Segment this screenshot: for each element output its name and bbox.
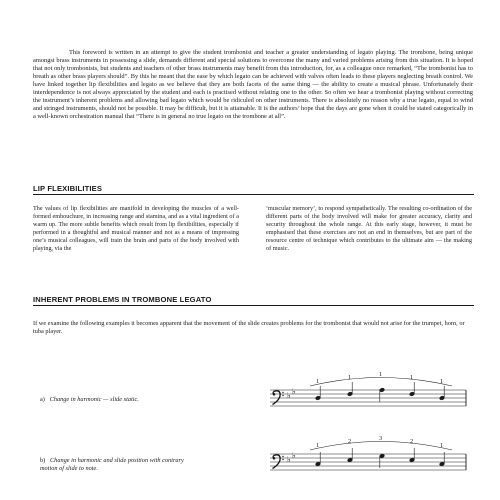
slur-icon: [310, 378, 452, 387]
example-a-text: Change in harmonic — slide static.: [49, 396, 139, 403]
svg-text:♭: ♭: [287, 391, 291, 400]
section-rule: [33, 305, 474, 306]
inherent-problems-heading: INHERENT PROBLEMS IN TROMBONE LEGATO: [33, 295, 212, 304]
slur-icon: [310, 442, 452, 451]
inherent-problems-paragraph: If we examine the following examples it becomes apparent that the movement of the slide creates problems for the trombonist that would not arise for the trumpet, horn, or tuba player.: [33, 320, 465, 336]
position-number: 1: [316, 442, 320, 449]
bass-clef-icon: [273, 391, 284, 405]
example-b-letter: b): [40, 457, 46, 464]
example-b-label: [40, 457, 184, 473]
example-a-notes: [315, 382, 445, 402]
example-b-text-line2: motion of slide to note.: [40, 465, 98, 472]
svg-text:♭: ♭: [292, 387, 296, 396]
bass-clef-icon: [273, 455, 284, 469]
section-rule: [33, 194, 474, 195]
example-b-text-line1: Change in harmonic and slide position with contrary: [49, 457, 184, 464]
svg-text:♭: ♭: [287, 455, 291, 464]
position-number: 3: [379, 435, 383, 442]
position-number: 1: [410, 374, 414, 381]
position-number: 1: [440, 378, 444, 385]
position-number: 1: [316, 378, 320, 385]
position-number: 1: [379, 371, 383, 378]
example-a-label: [40, 396, 139, 404]
intro-paragraph: This foreword is written in an attempt to give the student trombonist and teacher a greater understanding of legato playing. The trombone, being unique amongst brass instruments in possessing a slide, demands different and special solutions to overcome the many and varied problems arising from this situation. It is hoped that not only trombonists, but students and teachers of other brass instruments may benefit from this introduction, for, as a colleague once remarked, “The trombonist has to breath as other brass players should”. By this he meant that the ease by which legato can be achieved with valves often leads to these players neglecting breath control. We have linked together lip flexibilities and legato as we believe that they are both facets of the same thing — the ability to create a musical phrase. Unfortunately their interdependence is not always appreciated by the student and each is practised without relating one to the other. So often we hear a trombonist playing without correcting the instrument’s inherent problems and allowing bad legato which would be ridiculed on other instruments. There is absolutely no reason why a true legato, equal to wind and stringed instruments, should not be possible. It may be difficult, but it is attainable. It is the authors’ hope that the days are gone when it could be stated categorically in a well-known orchestration manual that “There is in general no true legato on the trombone at all”.: [33, 49, 473, 121]
lip-flexibilities-left-column: The values of lip flexibilities are manifold in developing the muscles of a well-formed embouchure, in increasing range and stamina, and as a vital ingredient of a warm up. The more subtle benefits which result from lip flexibilities, especially if performed in a thoughtful and musical manner and not as a means of impressing one’s musical colleagues, will train the brain and parts of the body involved with playing, via the: [33, 205, 239, 253]
svg-text:♭: ♭: [292, 451, 296, 460]
lip-flexibilities-right-column: ‘muscular memory’, to respond sympathetically. The resulting co-ordination of the different parts of the body involved will make for greater accuracy, clarity and security throughout the whole range. At this early stage, however, it must be emphasised that these exercises are not an end in themselves, but are part of the resource centre of technique which contributes to the ultimate aim — the making of music.: [266, 205, 472, 253]
position-number: 1: [348, 374, 352, 381]
example-a-staff: [270, 372, 470, 414]
position-number: 1: [440, 442, 444, 449]
lip-flexibilities-heading: LIP FLEXIBILITIES: [33, 184, 103, 193]
position-number: 2: [348, 438, 352, 445]
example-b-staff: [270, 436, 470, 478]
position-number: 2: [410, 438, 414, 445]
example-a-letter: a): [40, 396, 45, 403]
